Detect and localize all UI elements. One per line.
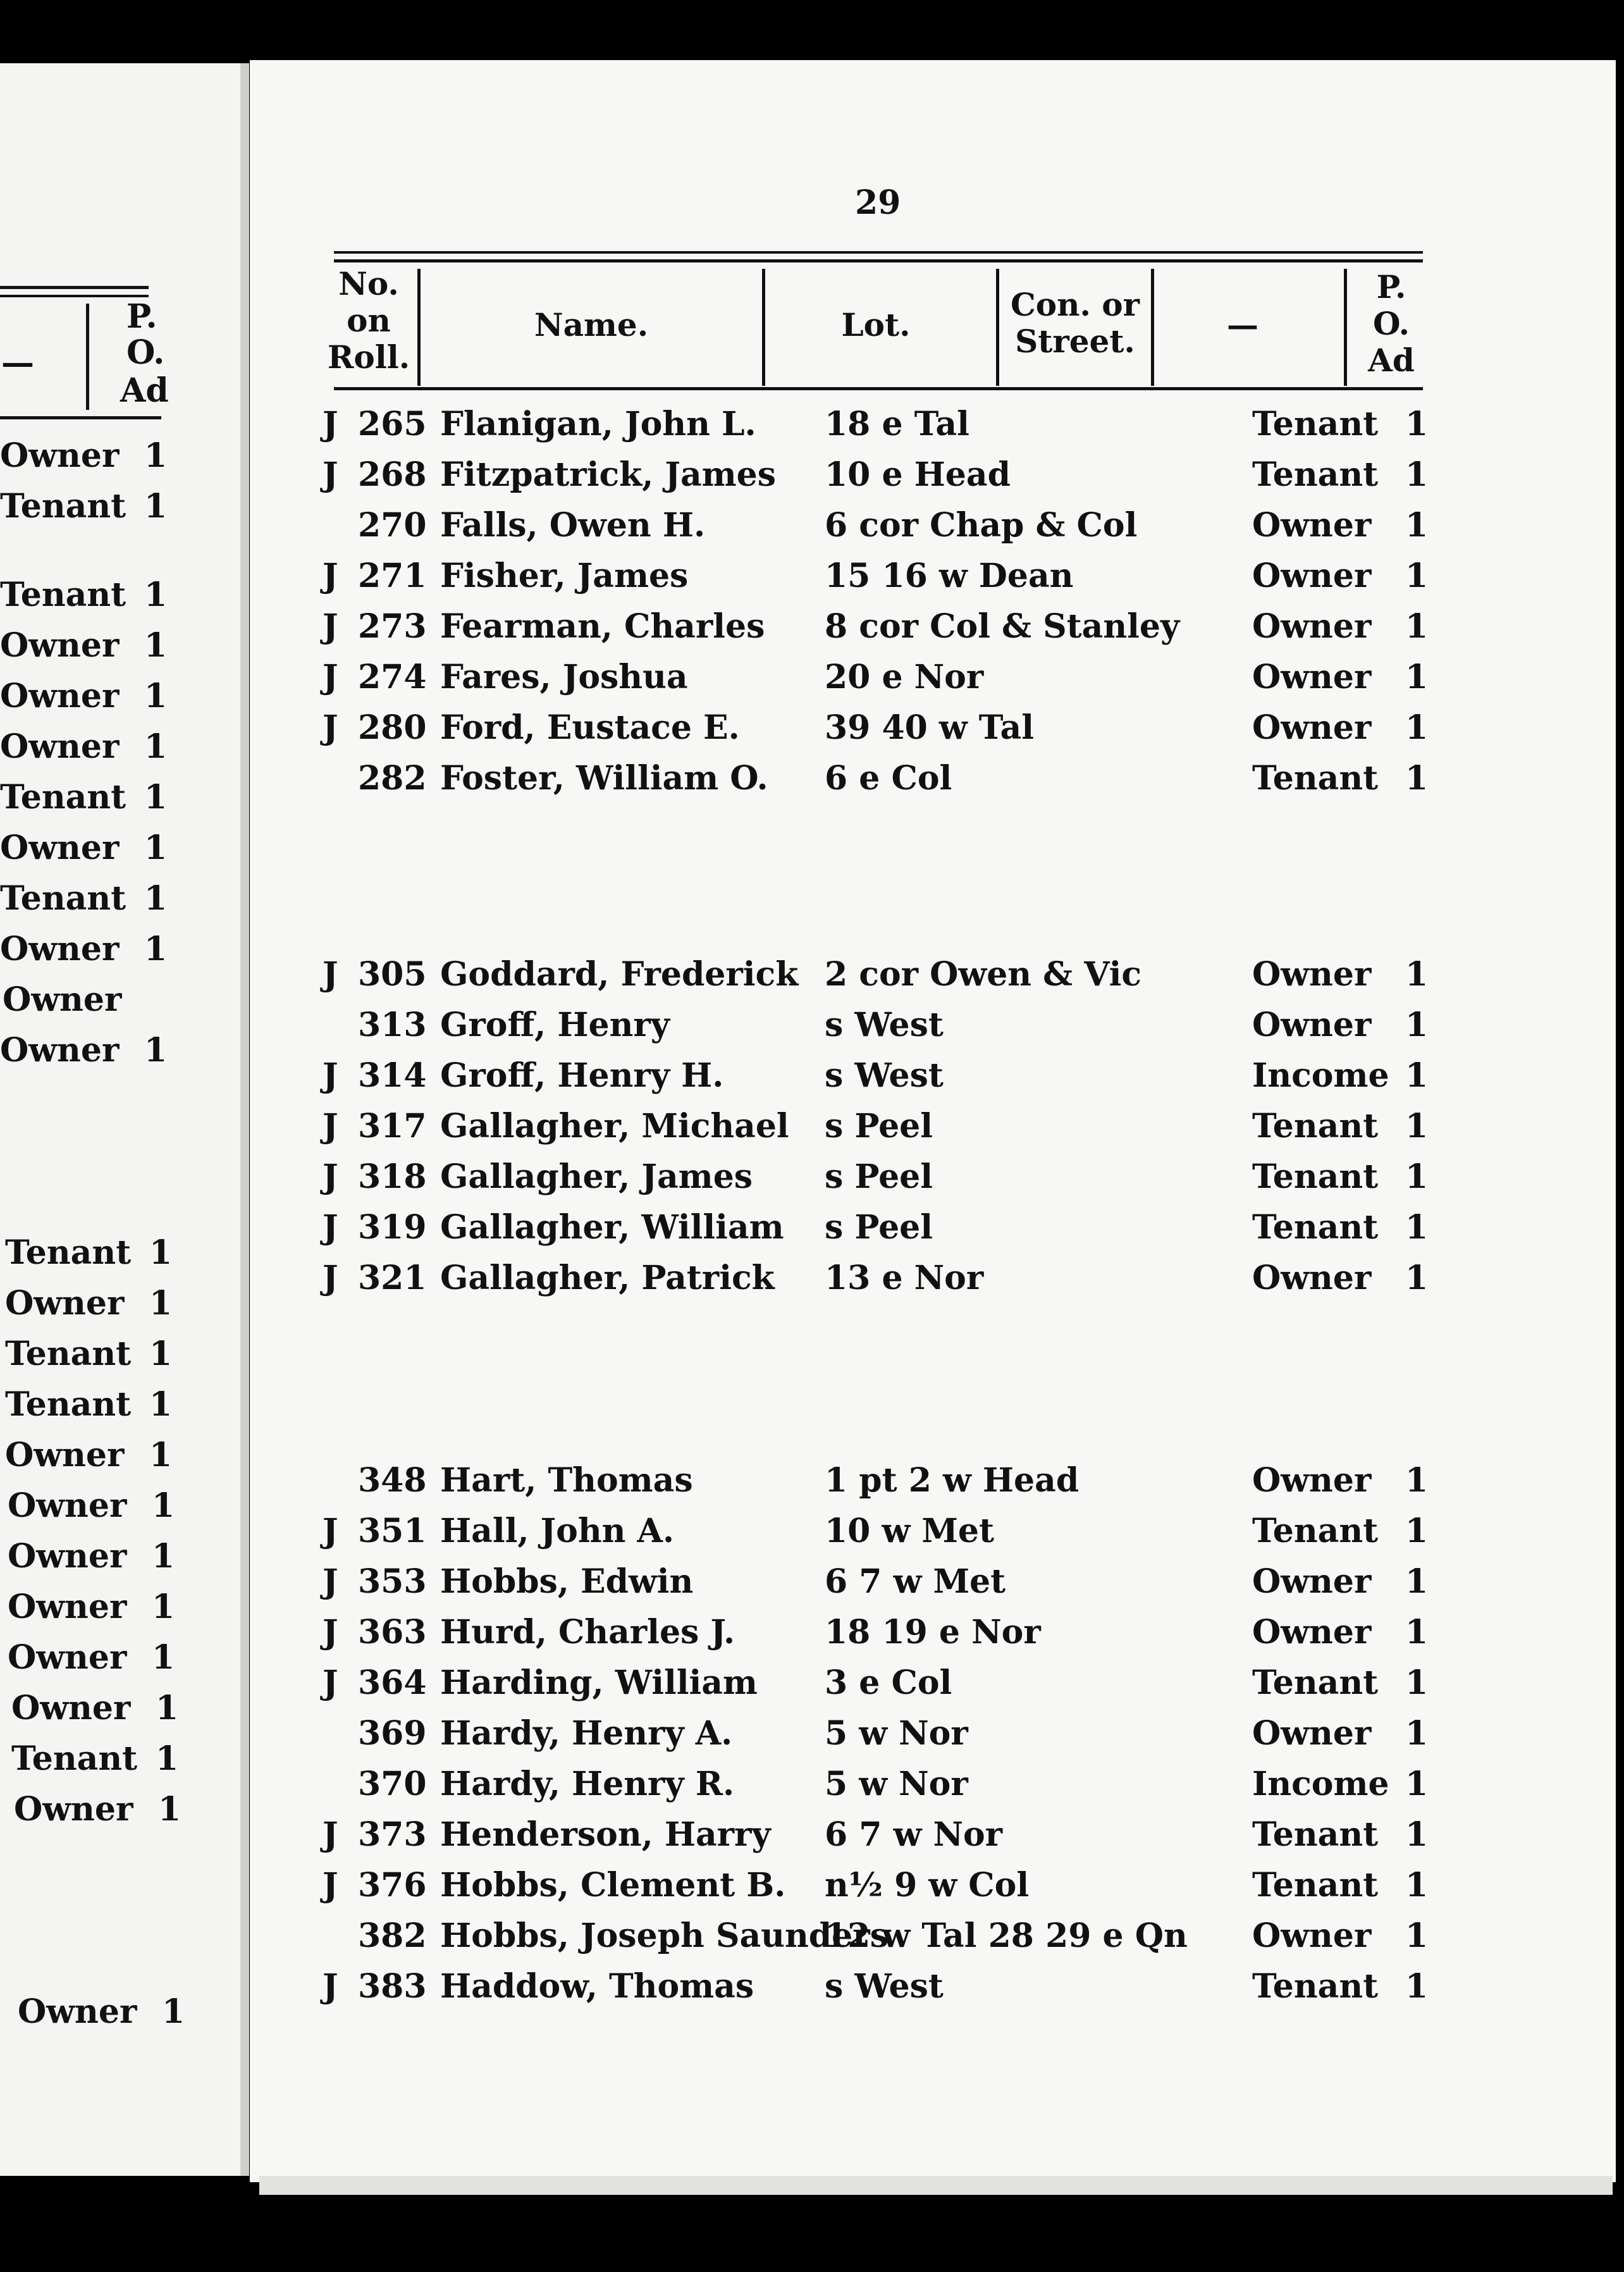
entry-type: Owner xyxy=(1252,506,1372,545)
roll-j-mark: J xyxy=(323,658,338,696)
entry-po: 1 xyxy=(1405,1158,1429,1196)
left-entry-type: Owner xyxy=(0,829,120,867)
left-entry-po: 1 xyxy=(144,436,168,475)
entry-po: 1 xyxy=(1405,1714,1429,1753)
entry-lot: 6 7 w Met xyxy=(825,1562,1006,1601)
roll-j-mark: J xyxy=(323,1967,338,2006)
roll-number: 280 xyxy=(358,708,427,747)
entry-name: Fitzpatrick, James xyxy=(440,455,777,494)
entry-po: 1 xyxy=(1405,759,1429,798)
header-divider-5 xyxy=(1344,269,1347,386)
roll-number: 370 xyxy=(358,1765,427,1803)
roll-j-mark: J xyxy=(323,1664,338,1702)
entry-po: 1 xyxy=(1405,1107,1429,1145)
entry-lot: 5 w Nor xyxy=(825,1765,968,1803)
entry-name: Ford, Eustace E. xyxy=(440,708,740,747)
roll-j-mark: J xyxy=(323,455,338,494)
roll-j-mark: J xyxy=(323,1512,338,1550)
left-entry-type: Owner xyxy=(8,1537,127,1576)
roll-number: 363 xyxy=(358,1613,427,1652)
header-divider-1 xyxy=(417,269,421,386)
roll-j-mark: J xyxy=(323,1208,338,1247)
entry-po: 1 xyxy=(1405,1208,1429,1247)
entry-po: 1 xyxy=(1405,1259,1429,1297)
left-entry-type: Owner xyxy=(0,677,120,715)
roll-number: 271 xyxy=(358,557,427,595)
roll-j-mark: J xyxy=(323,607,338,646)
roll-number: 319 xyxy=(358,1208,427,1247)
entry-lot: 8 cor Col & Stanley xyxy=(825,607,1180,646)
entry-po: 1 xyxy=(1405,708,1429,747)
left-entry-type: Tenant xyxy=(5,1335,132,1373)
left-entry-po: 1 xyxy=(152,1638,175,1677)
entry-name: Hardy, Henry A. xyxy=(440,1714,733,1753)
table-row xyxy=(0,1056,1624,1101)
roll-number: 351 xyxy=(358,1512,427,1550)
entry-lot: s West xyxy=(825,1967,944,2006)
left-entry-po: 1 xyxy=(144,930,168,968)
left-entry-type: Owner xyxy=(18,1992,137,2031)
entry-type: Owner xyxy=(1252,1917,1372,1955)
entry-type: Owner xyxy=(1252,557,1372,595)
entry-name: Fearman, Charles xyxy=(440,607,765,646)
left-header-po-2: O. xyxy=(126,333,165,372)
left-entry-po: 1 xyxy=(158,1790,181,1829)
entry-name: Falls, Owen H. xyxy=(440,506,706,545)
table-row xyxy=(0,557,1624,601)
entry-type: Owner xyxy=(1252,955,1372,994)
left-entry-po: 1 xyxy=(149,1284,173,1323)
entry-lot: 6 cor Chap & Col xyxy=(825,506,1138,545)
entry-po: 1 xyxy=(1405,506,1429,545)
entry-po: 1 xyxy=(1405,557,1429,595)
roll-j-mark: J xyxy=(323,1259,338,1297)
entry-po: 1 xyxy=(1405,1815,1429,1854)
left-entry-type: Owner xyxy=(0,727,120,766)
header-con-line-1: Con. or xyxy=(1010,286,1140,323)
entry-name: Hobbs, Edwin xyxy=(440,1562,694,1601)
left-entry-type: Tenant xyxy=(0,879,126,918)
table-row xyxy=(0,1208,1624,1252)
left-entry-type: Owner xyxy=(8,1486,127,1525)
left-entry-type: Owner xyxy=(0,1031,120,1070)
entry-po: 1 xyxy=(1405,1461,1429,1500)
roll-number: 318 xyxy=(358,1158,427,1196)
header-divider-4 xyxy=(1151,269,1154,386)
header-con xyxy=(1002,287,1148,360)
left-entry-po: 1 xyxy=(144,727,168,766)
entry-type: Tenant xyxy=(1252,1107,1379,1145)
entry-type: Tenant xyxy=(1252,1815,1379,1854)
entry-type: Tenant xyxy=(1252,1512,1379,1550)
header-po-line-3: Ad xyxy=(1368,342,1415,379)
entry-name: Foster, William O. xyxy=(440,759,768,798)
roll-number: 270 xyxy=(358,506,427,545)
roll-number: 382 xyxy=(358,1917,427,1955)
left-header-divider xyxy=(86,304,89,410)
left-entry-type: Tenant xyxy=(0,487,126,526)
entry-type: Owner xyxy=(1252,708,1372,747)
entry-type: Tenant xyxy=(1252,455,1379,494)
roll-j-mark: J xyxy=(323,405,338,443)
entry-name: Hobbs, Clement B. xyxy=(440,1866,786,1905)
left-entry-type: Owner xyxy=(0,436,120,475)
entry-name: Haddow, Thomas xyxy=(440,1967,754,2006)
roll-j-mark: J xyxy=(323,557,338,595)
left-entry-po: 1 xyxy=(152,1588,175,1626)
table-row xyxy=(0,1664,1624,1708)
entry-type: Tenant xyxy=(1252,405,1379,443)
entry-po: 1 xyxy=(1405,1765,1429,1803)
header-po-line-1: P. xyxy=(1376,268,1406,306)
roll-j-mark: J xyxy=(323,708,338,747)
table-row xyxy=(0,1512,1624,1556)
left-header-po-1: P. xyxy=(126,297,157,336)
left-entry-type: Owner xyxy=(0,626,120,665)
roll-number: 383 xyxy=(358,1967,427,2006)
header-po xyxy=(1356,269,1426,379)
table-row xyxy=(0,658,1624,702)
table-row xyxy=(0,455,1624,500)
entry-name: Flanigan, John L. xyxy=(440,405,756,443)
table-row xyxy=(0,1714,1624,1758)
header-po-line-2: O. xyxy=(1372,305,1410,342)
header-rule-top-2 xyxy=(334,259,1423,262)
entry-type: Owner xyxy=(1252,1461,1372,1500)
entry-po: 1 xyxy=(1405,405,1429,443)
header-dash: — xyxy=(1227,306,1258,343)
entry-lot: 12 w Tal 28 29 e Qn xyxy=(825,1917,1188,1955)
header-roll-line-2: on xyxy=(347,302,391,339)
table-row xyxy=(0,1967,1624,2011)
entry-po: 1 xyxy=(1405,658,1429,696)
left-entry-po: 1 xyxy=(152,1486,175,1525)
entry-name: Hardy, Henry R. xyxy=(440,1765,735,1803)
entry-name: Gallagher, William xyxy=(440,1208,784,1247)
entry-po: 1 xyxy=(1405,1917,1429,1955)
left-entry-po: 1 xyxy=(144,778,168,817)
roll-j-mark: J xyxy=(323,1613,338,1652)
entry-type: Owner xyxy=(1252,1714,1372,1753)
table-row xyxy=(0,405,1624,449)
entry-po: 1 xyxy=(1405,1613,1429,1652)
entry-name: Fisher, James xyxy=(440,557,689,595)
entry-name: Fares, Joshua xyxy=(440,658,688,696)
table-row xyxy=(0,1613,1624,1657)
left-entry-po: 1 xyxy=(144,829,168,867)
entry-name: Hart, Thomas xyxy=(440,1461,693,1500)
table-row xyxy=(0,1765,1624,1809)
table-row xyxy=(0,955,1624,999)
entry-po: 1 xyxy=(1405,1664,1429,1702)
page-number: 29 xyxy=(855,183,901,222)
left-entry-type: Tenant xyxy=(5,1385,132,1424)
entry-type: Income xyxy=(1252,1765,1389,1803)
left-entry-po: 1 xyxy=(144,576,168,614)
entry-po: 1 xyxy=(1405,455,1429,494)
entry-name: Gallagher, Patrick xyxy=(440,1259,775,1297)
left-entry-type: Owner xyxy=(3,980,122,1019)
table-row xyxy=(0,759,1624,803)
entry-lot: 39 40 w Tal xyxy=(825,708,1034,747)
entry-lot: s Peel xyxy=(825,1158,933,1196)
entry-type: Tenant xyxy=(1252,1866,1379,1905)
table-row xyxy=(0,1562,1624,1607)
entry-lot: 10 e Head xyxy=(825,455,1011,494)
header-lot: Lot. xyxy=(841,306,911,343)
left-entry-type: Tenant xyxy=(11,1739,138,1778)
entry-name: Goddard, Frederick xyxy=(440,955,799,994)
left-entry-type: Owner xyxy=(8,1588,127,1626)
header-divider-3 xyxy=(996,269,999,386)
table-row xyxy=(0,1917,1624,1961)
left-entry-type: Owner xyxy=(5,1436,125,1474)
roll-number: 369 xyxy=(358,1714,427,1753)
entry-name: Hobbs, Joseph Saunders xyxy=(440,1917,889,1955)
header-roll-line-1: No. xyxy=(338,265,399,302)
table-row xyxy=(0,1461,1624,1505)
entry-name: Harding, William xyxy=(440,1664,758,1702)
roll-number: 348 xyxy=(358,1461,427,1500)
entry-lot: 2 cor Owen & Vic xyxy=(825,955,1142,994)
table-row xyxy=(0,1158,1624,1202)
left-header-po-3: Ad xyxy=(120,371,169,410)
left-list-item xyxy=(0,1385,240,1423)
left-entry-po: 1 xyxy=(156,1739,179,1778)
left-list-item xyxy=(0,1335,240,1373)
left-entry-type: Tenant xyxy=(0,778,126,817)
left-entry-po: 1 xyxy=(144,626,168,665)
entry-lot: 13 e Nor xyxy=(825,1259,984,1297)
entry-lot: 15 16 w Dean xyxy=(825,557,1074,595)
entry-lot: s West xyxy=(825,1056,944,1095)
left-entry-po: 1 xyxy=(149,1385,173,1424)
roll-number: 364 xyxy=(358,1664,427,1702)
roll-j-mark: J xyxy=(323,1562,338,1601)
roll-number: 273 xyxy=(358,607,427,646)
entry-lot: s West xyxy=(825,1006,944,1044)
header-rule-bottom xyxy=(334,387,1423,390)
entry-type: Tenant xyxy=(1252,759,1379,798)
left-entry-type: Owner xyxy=(14,1790,133,1829)
roll-number: 282 xyxy=(358,759,427,798)
entry-lot: 5 w Nor xyxy=(825,1714,968,1753)
roll-number: 353 xyxy=(358,1562,427,1601)
entry-name: Hurd, Charles J. xyxy=(440,1613,735,1652)
left-entry-po: 1 xyxy=(152,1537,175,1576)
left-list-item xyxy=(0,829,240,867)
table-row xyxy=(0,1259,1624,1303)
roll-number: 265 xyxy=(358,405,427,443)
entry-po: 1 xyxy=(1405,1512,1429,1550)
entry-name: Gallagher, James xyxy=(440,1158,753,1196)
roll-number: 274 xyxy=(358,658,427,696)
table-row xyxy=(0,708,1624,753)
roll-j-mark: J xyxy=(323,1815,338,1854)
roll-j-mark: J xyxy=(323,1158,338,1196)
left-entry-po: 1 xyxy=(162,1992,185,2031)
left-entry-type: Owner xyxy=(8,1638,127,1677)
roll-number: 321 xyxy=(358,1259,427,1297)
left-header-dash: — xyxy=(1,343,34,382)
roll-j-mark: J xyxy=(323,955,338,994)
left-entry-po: 1 xyxy=(144,1031,168,1070)
entry-po: 1 xyxy=(1405,955,1429,994)
entry-type: Tenant xyxy=(1252,1158,1379,1196)
left-entry-po: 1 xyxy=(144,487,168,526)
entry-lot: s Peel xyxy=(825,1107,933,1145)
left-entry-po: 1 xyxy=(144,879,168,918)
entry-name: Groff, Henry H. xyxy=(440,1056,724,1095)
entry-type: Tenant xyxy=(1252,1664,1379,1702)
left-entry-po: 1 xyxy=(149,1233,173,1272)
left-entry-type: Owner xyxy=(0,930,120,968)
entry-po: 1 xyxy=(1405,1006,1429,1044)
roll-number: 376 xyxy=(358,1866,427,1905)
header-con-line-2: Street. xyxy=(1015,323,1135,360)
entry-po: 1 xyxy=(1405,1056,1429,1095)
table-row xyxy=(0,607,1624,651)
roll-j-mark: J xyxy=(323,1107,338,1145)
entry-lot: 20 e Nor xyxy=(825,658,984,696)
header-rule-top xyxy=(334,251,1423,254)
left-entry-type: Owner xyxy=(5,1284,125,1323)
header-roll-line-3: Roll. xyxy=(327,338,410,376)
entry-lot: 10 w Met xyxy=(825,1512,994,1550)
entry-type: Owner xyxy=(1252,1259,1372,1297)
left-entry-po: 1 xyxy=(144,677,168,715)
page-bottom-edge xyxy=(259,2176,1613,2195)
roll-j-mark: J xyxy=(323,1866,338,1905)
entry-type: Owner xyxy=(1252,1562,1372,1601)
left-entry-po: 1 xyxy=(149,1335,173,1373)
entry-name: Gallagher, Michael xyxy=(440,1107,789,1145)
entry-po: 1 xyxy=(1405,1866,1429,1905)
roll-j-mark: J xyxy=(323,1056,338,1095)
left-entry-type: Tenant xyxy=(5,1233,132,1272)
entry-po: 1 xyxy=(1405,607,1429,646)
table-row xyxy=(0,506,1624,550)
left-list-item xyxy=(0,879,240,917)
header-name: Name. xyxy=(534,306,649,343)
header-roll xyxy=(321,266,416,376)
entry-type: Owner xyxy=(1252,1006,1372,1044)
left-header-rule-top xyxy=(0,286,149,289)
entry-name: Henderson, Harry xyxy=(440,1815,771,1854)
header-divider-2 xyxy=(762,269,765,386)
table-row xyxy=(0,1006,1624,1050)
entry-lot: 6 e Col xyxy=(825,759,952,798)
entry-lot: 6 7 w Nor xyxy=(825,1815,1003,1854)
roll-number: 314 xyxy=(358,1056,427,1095)
roll-number: 313 xyxy=(358,1006,427,1044)
entry-name: Groff, Henry xyxy=(440,1006,670,1044)
roll-number: 317 xyxy=(358,1107,427,1145)
entry-lot: n½ 9 w Col xyxy=(825,1866,1030,1905)
entry-type: Owner xyxy=(1252,607,1372,646)
entry-po: 1 xyxy=(1405,1562,1429,1601)
entry-type: Tenant xyxy=(1252,1967,1379,2006)
entry-lot: 18 19 e Nor xyxy=(825,1613,1041,1652)
left-entry-type: Tenant xyxy=(0,576,126,614)
entry-po: 1 xyxy=(1405,1967,1429,2006)
table-row xyxy=(0,1107,1624,1151)
entry-lot: 18 e Tal xyxy=(825,405,969,443)
entry-lot: 3 e Col xyxy=(825,1664,952,1702)
left-entry-type: Owner xyxy=(11,1689,131,1727)
entry-type: Income xyxy=(1252,1056,1389,1095)
roll-number: 305 xyxy=(358,955,427,994)
entry-name: Hall, John A. xyxy=(440,1512,674,1550)
left-entry-po: 1 xyxy=(156,1689,179,1727)
entry-type: Owner xyxy=(1252,658,1372,696)
table-row xyxy=(0,1866,1624,1910)
roll-number: 373 xyxy=(358,1815,427,1854)
left-entry-po: 1 xyxy=(149,1436,173,1474)
entry-type: Tenant xyxy=(1252,1208,1379,1247)
entry-lot: 1 pt 2 w Head xyxy=(825,1461,1080,1500)
entry-lot: s Peel xyxy=(825,1208,933,1247)
table-row xyxy=(0,1815,1624,1860)
entry-type: Owner xyxy=(1252,1613,1372,1652)
roll-number: 268 xyxy=(358,455,427,494)
